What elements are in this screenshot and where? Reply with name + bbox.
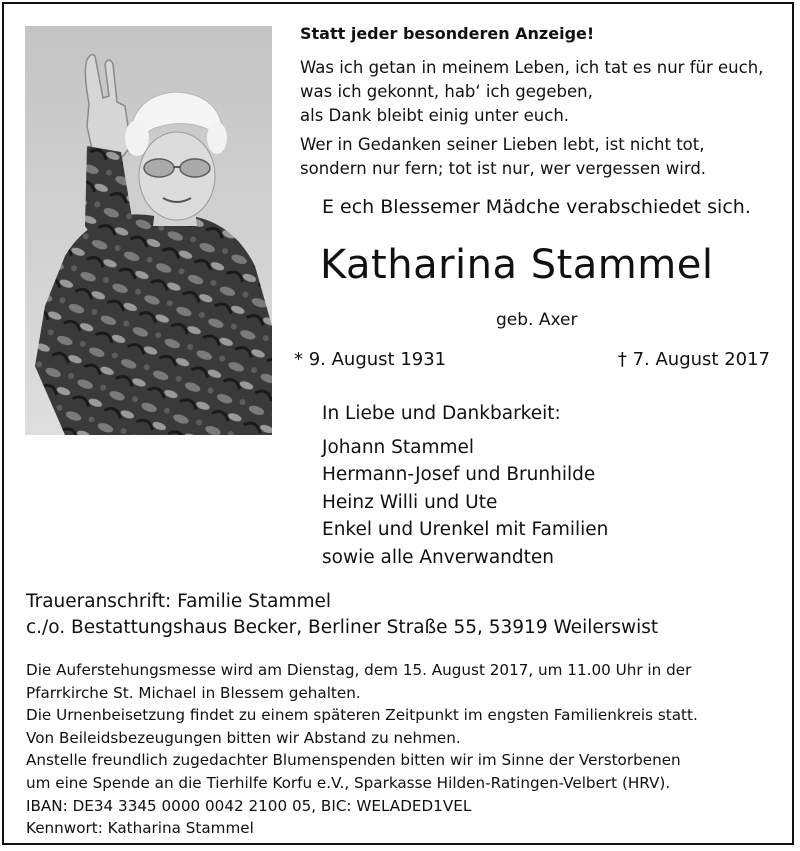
mourner-name: Enkel und Urenkel mit Familien xyxy=(322,519,609,540)
poem-line: Wer in Gedanken seiner Lieben lebt, ist nicht tot, xyxy=(300,135,705,154)
poem-stanza-2 xyxy=(300,133,763,181)
details-line: um eine Spende an die Tierhilfe Korfu e.V., Sparkasse Hilden-Ratingen-Velbert (HRV). xyxy=(26,773,671,792)
details-line: Anstelle freundlich zugedachter Blumenspenden bitten wir im Sinne der Verstorbenen xyxy=(26,751,681,770)
details-line: Von Beileidsbezeugungen bitten wir Abstand zu nehmen. xyxy=(26,728,461,747)
poem-line: als Dank bleibt einig unter euch. xyxy=(300,106,570,125)
mourner-name: Johann Stammel xyxy=(322,436,475,458)
address-line: Traueranschrift: Familie Stammel xyxy=(26,591,332,612)
details-line: Die Auferstehungsmesse wird am Dienstag, dem 15. August 2017, um 11.00 Uhr in der xyxy=(26,661,692,679)
details-line: Die Urnenbeisetzung findet zu einem späteren Zeitpunkt im engsten Familienkreis statt. xyxy=(26,706,698,725)
deceased-name: Katharina Stammel xyxy=(320,242,714,288)
death-date: † 7. August 2017 xyxy=(617,349,770,370)
poem-stanza-1 xyxy=(300,56,763,128)
mourner-name: Heinz Willi und Ute xyxy=(322,491,498,513)
headline: Statt jeder besonderen Anzeige! xyxy=(300,24,595,43)
service-details xyxy=(26,659,786,840)
mourning-address xyxy=(26,589,658,641)
mourners-block xyxy=(322,400,608,571)
portrait-photo xyxy=(25,26,272,435)
farewell-line: E ech Blessemer Mädche verabschiedet sich. xyxy=(322,196,751,218)
mourner-name: Hermann-Josef und Brunhilde xyxy=(322,464,596,485)
poem-line: was ich gekonnt, hab‘ ich gegeben, xyxy=(300,82,593,101)
mourner-name: sowie alle Anverwandten xyxy=(322,546,554,568)
maiden-name: geb. Axer xyxy=(496,310,578,330)
details-line: IBAN: DE34 3345 0000 0042 2100 05, BIC: WELADED1VEL xyxy=(26,796,472,815)
birth-date: * 9. August 1931 xyxy=(294,349,447,370)
obituary-notice xyxy=(2,2,794,845)
poem-line: sondern nur fern; tot ist nur, wer vergessen wird. xyxy=(300,159,707,178)
poem-line: Was ich getan in meinem Leben, ich tat es nur für euch, xyxy=(300,58,764,77)
details-line: Pfarrkirche St. Michael in Blessem gehalten. xyxy=(26,683,361,702)
details-line: Kennwort: Katharina Stammel xyxy=(26,819,254,838)
address-line: c./o. Bestattungshaus Becker, Berliner Straße 55, 53919 Weilerswist xyxy=(26,617,659,638)
poem xyxy=(300,56,763,181)
portrait-illustration xyxy=(25,26,272,435)
mourners-intro: In Liebe und Dankbarkeit: xyxy=(322,403,561,424)
